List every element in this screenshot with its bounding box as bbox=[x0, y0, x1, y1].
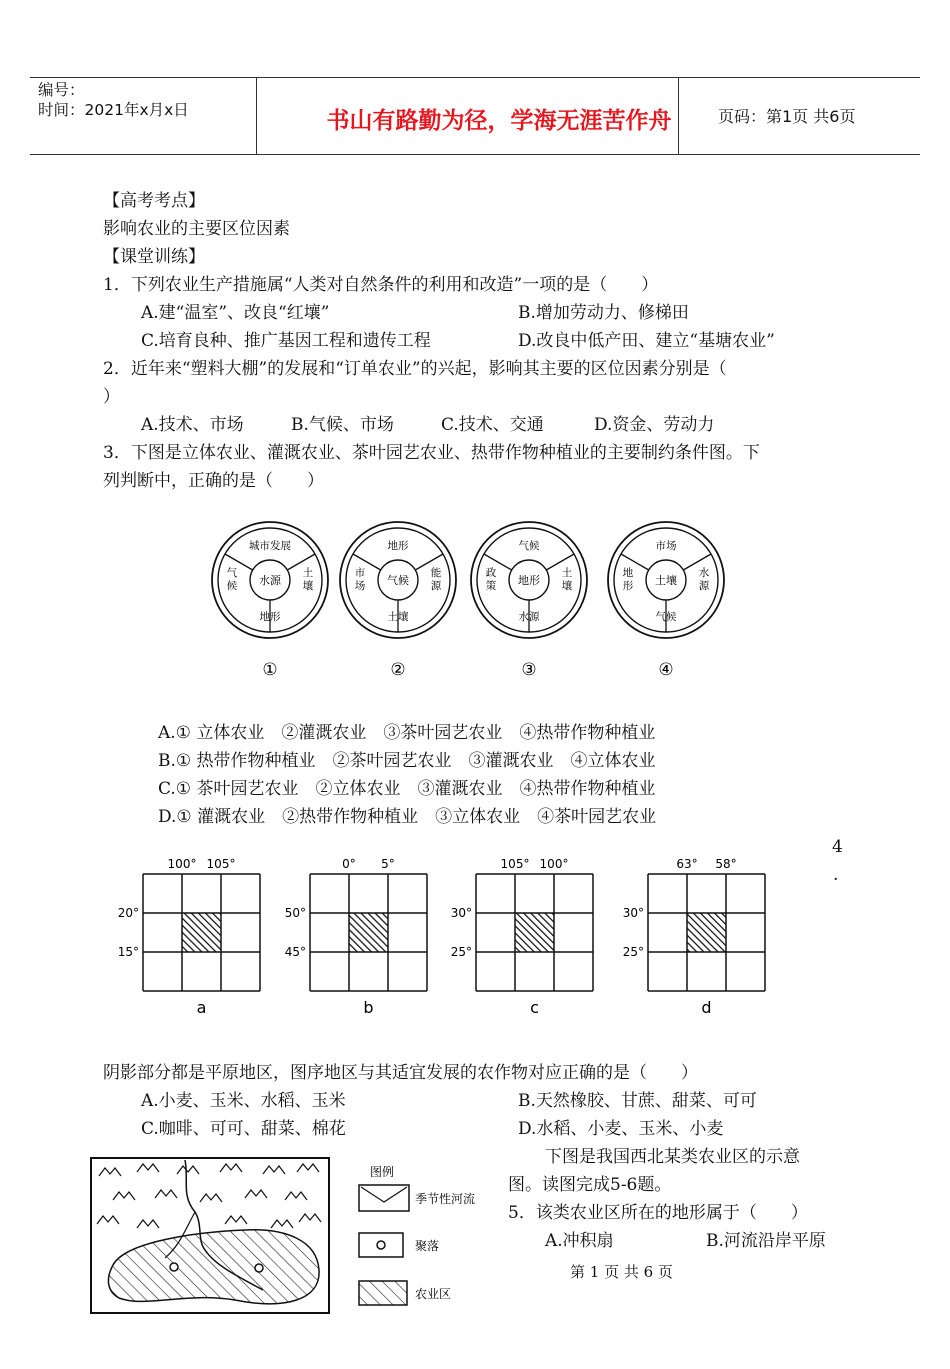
q4-number-dot: . bbox=[833, 865, 839, 885]
longitude-label: 5° bbox=[381, 857, 395, 871]
q4-stem: 阴影部分都是平原地区，图序地区与其适宜发展的农作物对应正确的是（ ） bbox=[103, 1063, 698, 1083]
q4-option-c: C.咖啡、可可、甜菜、棉花 bbox=[141, 1119, 346, 1139]
wheel-top-label: 城市发展 bbox=[249, 540, 291, 552]
wheel-right-label: 土壤 bbox=[561, 567, 573, 592]
legend-river-box bbox=[359, 1185, 409, 1211]
q3-option-c: C.① 茶叶园艺农业 ②立体农业 ③灌溉农业 ④热带作物种植业 bbox=[158, 779, 656, 799]
plain-area-shading bbox=[687, 913, 726, 952]
page-info: 页码：第1页 共6页 bbox=[718, 107, 856, 126]
longitude-label: 0° bbox=[342, 857, 356, 871]
q4-number: 4 bbox=[832, 837, 843, 857]
q2-option-c: C.技术、交通 bbox=[441, 415, 544, 435]
plain-area-shading bbox=[515, 913, 554, 952]
q4-option-d: D.水稻、小麦、玉米、小麦 bbox=[518, 1119, 724, 1139]
q5-stem: 5．该类农业区所在的地形属于（ ） bbox=[508, 1203, 808, 1223]
wheel-left-label: 政策 bbox=[485, 567, 497, 592]
latitude-label: 25° bbox=[450, 945, 472, 959]
latlon-grid bbox=[451, 857, 593, 1017]
settlement-marker bbox=[170, 1263, 178, 1271]
latitude-label: 25° bbox=[622, 945, 644, 959]
legend-farm-label: 农业区 bbox=[415, 1287, 452, 1301]
serial-label: 编号： bbox=[38, 81, 85, 99]
wheel-bottom-label: 水源 bbox=[518, 611, 540, 623]
wheel-center-label: 土壤 bbox=[655, 574, 677, 587]
constraint-wheels-figure bbox=[0, 505, 950, 695]
legend-river-label: 季节性河流 bbox=[415, 1192, 476, 1206]
q1-option-a: A.建“温室”、改良“红壤” bbox=[141, 303, 330, 323]
plain-area-shading bbox=[182, 913, 221, 952]
q2-option-a: A.技术、市场 bbox=[141, 415, 244, 435]
wheel-number-label: ① bbox=[262, 660, 278, 680]
grid-letter-label: c bbox=[530, 998, 539, 1017]
plain-area-shading bbox=[349, 913, 388, 952]
wheel-left-label: 市场 bbox=[354, 567, 366, 592]
wheel-diagram bbox=[340, 522, 456, 680]
wheel-right-label: 水源 bbox=[698, 567, 710, 592]
exam-points-title: 【高考考点】 bbox=[103, 191, 205, 211]
header-meta bbox=[38, 80, 189, 120]
longitude-label: 58° bbox=[715, 857, 737, 871]
longitude-label: 105° bbox=[206, 857, 236, 871]
latitude-label: 20° bbox=[117, 906, 139, 920]
latlon-grids-figure bbox=[0, 850, 830, 1025]
longitude-label: 100° bbox=[167, 857, 197, 871]
practice-title: 【课堂训练】 bbox=[103, 247, 205, 267]
wheel-left-label: 气候 bbox=[226, 567, 238, 592]
wheel-number-label: ④ bbox=[658, 660, 674, 680]
latlon-grid bbox=[285, 857, 427, 1017]
q1-option-b: B.增加劳动力、修梯田 bbox=[518, 303, 689, 323]
wheel-left-label: 地形 bbox=[622, 567, 634, 592]
legend-farm-symbol bbox=[359, 1281, 407, 1305]
wheel-diagram bbox=[212, 522, 328, 680]
q1-option-d: D.改良中低产田、建立“基塘农业” bbox=[518, 331, 775, 351]
exam-points-text: 影响农业的主要区位因素 bbox=[103, 219, 290, 239]
longitude-label: 105° bbox=[500, 857, 530, 871]
wheel-diagram bbox=[471, 522, 587, 680]
q5-option-a: A.冲积扇 bbox=[545, 1231, 614, 1251]
latitude-label: 30° bbox=[622, 906, 644, 920]
legend-settlement-label: 聚落 bbox=[415, 1239, 440, 1253]
grid-letter-label: d bbox=[701, 998, 712, 1017]
settlement-marker bbox=[255, 1264, 263, 1272]
legend-settlement-symbol bbox=[377, 1241, 385, 1249]
wheel-center-label: 气候 bbox=[387, 574, 409, 587]
q2-stem-line1: 2．近年来“塑料大棚”的发展和“订单农业”的兴起，影响其主要的区位因素分别是（ bbox=[103, 359, 727, 379]
wheel-bottom-label: 土壤 bbox=[387, 611, 409, 623]
wheel-right-label: 能源 bbox=[430, 567, 442, 592]
farm-area-map bbox=[85, 1150, 485, 1325]
latitude-label: 30° bbox=[450, 906, 472, 920]
motto: 书山有路勤为径，学海无涯苦作舟 bbox=[326, 108, 672, 134]
latitude-label: 45° bbox=[284, 945, 306, 959]
q3-stem-line2: 列判断中，正确的是（ ） bbox=[103, 471, 324, 491]
longitude-label: 100° bbox=[539, 857, 569, 871]
grid-letter-label: b bbox=[363, 998, 374, 1017]
legend-title: 图例 bbox=[370, 1165, 395, 1179]
header-divider bbox=[678, 78, 679, 154]
header-divider bbox=[256, 78, 257, 154]
wheel-right-label: 土壤 bbox=[302, 567, 314, 592]
q1-option-c: C.培育良种、推广基因工程和遗传工程 bbox=[141, 331, 431, 351]
q4-option-a: A.小麦、玉米、水稻、玉米 bbox=[141, 1091, 346, 1111]
wheel-top-label: 地形 bbox=[387, 540, 409, 552]
latlon-grid bbox=[118, 857, 260, 1017]
wheel-number-label: ③ bbox=[521, 660, 537, 680]
page-footer: 第 1 页 共 6 页 bbox=[570, 1263, 673, 1281]
longitude-label: 63° bbox=[676, 857, 698, 871]
latitude-label: 15° bbox=[117, 945, 139, 959]
wheel-top-label: 气候 bbox=[518, 540, 540, 552]
grid-letter-label: a bbox=[196, 998, 207, 1017]
wheel-number-label: ② bbox=[390, 660, 406, 680]
wheel-center-label: 地形 bbox=[518, 574, 540, 587]
q4-option-b: B.天然橡胶、甘蔗、甜菜、可可 bbox=[518, 1091, 757, 1111]
q5-intro-line2: 图。读图完成5-6题。 bbox=[508, 1175, 672, 1195]
time-label: 时间：2021年x月x日 bbox=[38, 101, 189, 119]
q1-stem: 1．下列农业生产措施属“人类对自然条件的利用和改造”一项的是（ ） bbox=[103, 275, 659, 295]
latitude-label: 50° bbox=[284, 906, 306, 920]
q3-option-d: D.① 灌溉农业 ②热带作物种植业 ③立体农业 ④茶叶园艺农业 bbox=[158, 807, 657, 827]
wheel-top-label: 市场 bbox=[655, 540, 677, 552]
wheel-diagram bbox=[608, 522, 724, 680]
q2-option-b: B.气候、市场 bbox=[291, 415, 394, 435]
latlon-grid bbox=[623, 857, 765, 1017]
q3-stem-line1: 3．下图是立体农业、灌溉农业、茶叶园艺农业、热带作物种植业的主要制约条件图。下 bbox=[103, 443, 760, 463]
q3-option-b: B.① 热带作物种植业 ②茶叶园艺农业 ③灌溉农业 ④立体农业 bbox=[158, 751, 656, 771]
q3-option-a: A.① 立体农业 ②灌溉农业 ③茶叶园艺农业 ④热带作物种植业 bbox=[158, 723, 656, 743]
wheel-bottom-label: 气候 bbox=[655, 611, 677, 623]
page-header bbox=[30, 77, 920, 155]
q5-option-b: B.河流沿岸平原 bbox=[706, 1231, 826, 1251]
wheel-center-label: 水源 bbox=[259, 574, 281, 587]
q5-intro-line1: 下图是我国西北某类农业区的示意 bbox=[545, 1147, 800, 1167]
q2-stem-line2: ） bbox=[103, 387, 120, 407]
wheel-bottom-label: 地形 bbox=[259, 611, 281, 623]
q2-option-d: D.资金、劳动力 bbox=[594, 415, 715, 435]
